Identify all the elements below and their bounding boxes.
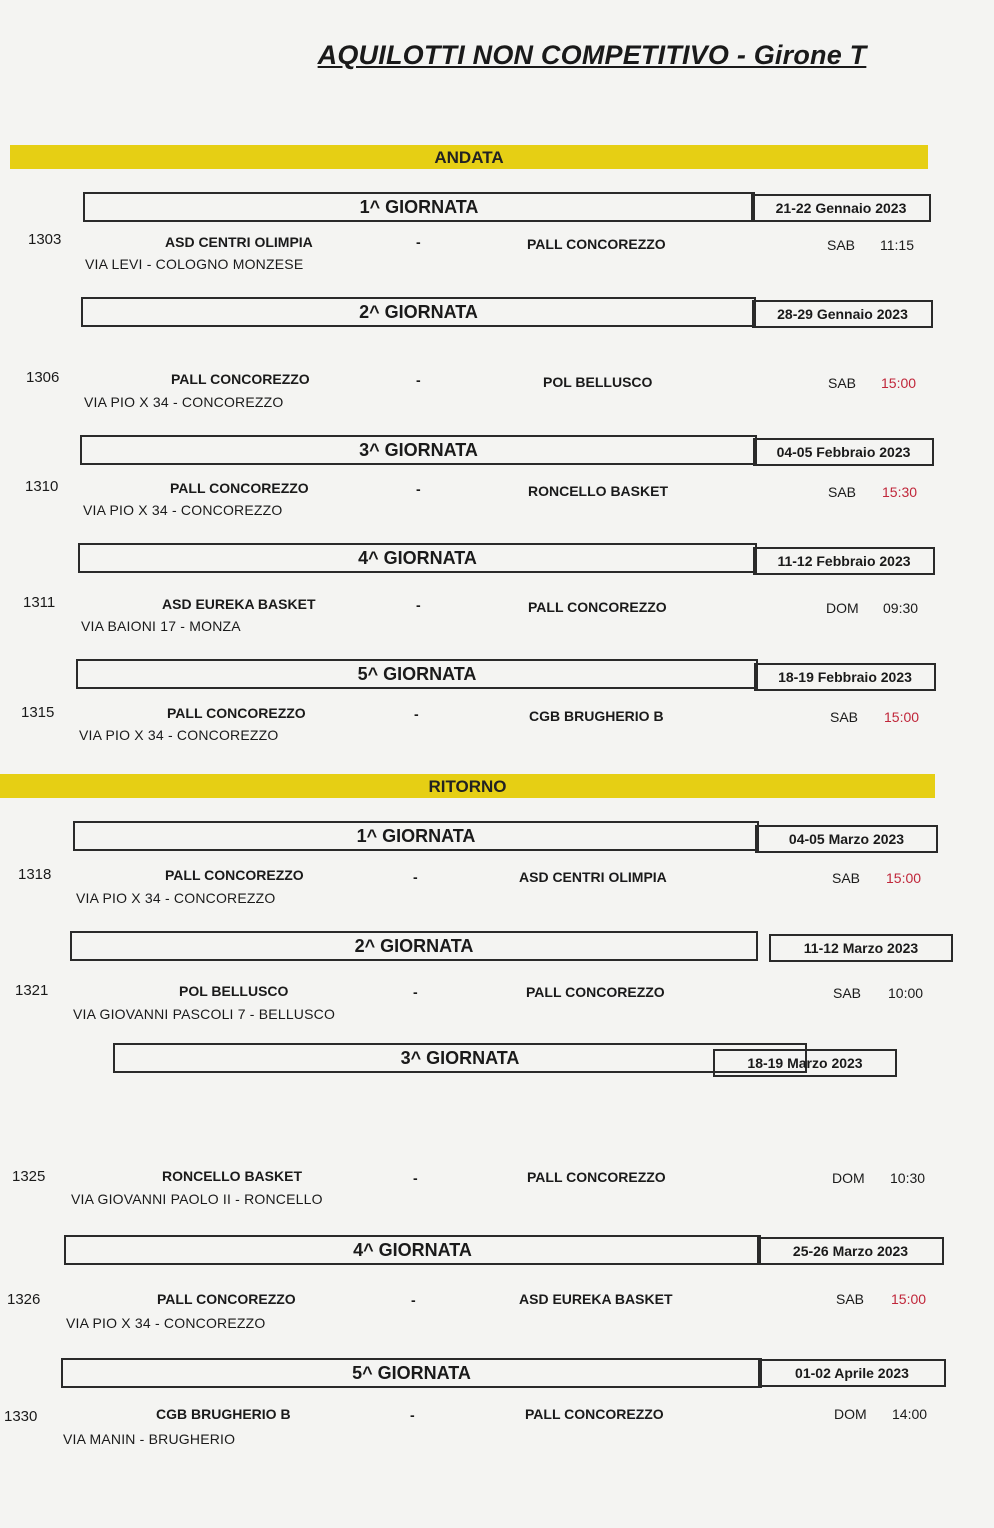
home-team: PALL CONCOREZZO (170, 480, 309, 496)
giornata-date: 21-22 Gennaio 2023 (751, 194, 931, 222)
match-separator: - (416, 234, 421, 250)
away-team: RONCELLO BASKET (528, 483, 668, 499)
away-team: CGB BRUGHERIO B (529, 708, 664, 724)
away-team: PALL CONCOREZZO (526, 984, 665, 1000)
giornata-header: 1^ GIORNATA (83, 192, 755, 222)
home-team: CGB BRUGHERIO B (156, 1406, 291, 1422)
giornata-header: 5^ GIORNATA (61, 1358, 762, 1388)
section-band-ritorno (0, 774, 935, 798)
match-number: 1330 (4, 1408, 38, 1425)
giornata-header: 1^ GIORNATA (73, 821, 759, 851)
home-team: RONCELLO BASKET (162, 1168, 302, 1184)
away-team: PALL CONCOREZZO (528, 599, 667, 615)
giornata-date: 28-29 Gennaio 2023 (752, 300, 933, 328)
match-time: 15:00 (881, 375, 917, 391)
match-day: SAB (832, 870, 861, 886)
venue-address: VIA PIO X 34 - CONCOREZZO (76, 890, 276, 906)
giornata-date: 04-05 Marzo 2023 (755, 825, 938, 853)
match-number: 1326 (7, 1291, 41, 1308)
giornata-header: 3^ GIORNATA (80, 435, 757, 465)
match-day: DOM (832, 1170, 865, 1186)
home-team: PALL CONCOREZZO (165, 867, 304, 883)
venue-address: VIA MANIN - BRUGHERIO (63, 1431, 236, 1447)
match-day: SAB (833, 985, 862, 1001)
match-day: SAB (828, 484, 857, 500)
match-number: 1325 (12, 1168, 46, 1185)
page-title: AQUILOTTI NON COMPETITIVO - Girone T (317, 40, 867, 70)
match-number: 1306 (26, 369, 60, 386)
giornata-date: 18-19 Febbraio 2023 (754, 663, 936, 691)
match-day: SAB (828, 375, 857, 391)
away-team: POL BELLUSCO (543, 374, 653, 390)
venue-address: VIA PIO X 34 - CONCOREZZO (83, 502, 283, 518)
away-team: ASD EUREKA BASKET (519, 1291, 673, 1307)
home-team: PALL CONCOREZZO (171, 371, 310, 387)
venue-address: VIA PIO X 34 - CONCOREZZO (84, 394, 284, 410)
giornata-header: 2^ GIORNATA (81, 297, 756, 327)
match-number: 1303 (28, 231, 62, 248)
match-number: 1310 (25, 478, 59, 495)
venue-address: VIA PIO X 34 - CONCOREZZO (66, 1315, 266, 1331)
match-time: 10:00 (888, 985, 924, 1001)
match-separator: - (416, 372, 421, 388)
match-time: 11:15 (880, 237, 914, 253)
match-day: SAB (827, 237, 856, 253)
venue-address: VIA BAIONI 17 - MONZA (81, 618, 241, 634)
match-number: 1315 (21, 704, 55, 721)
section-label-ritorno: RITORNO (428, 777, 507, 796)
giornata-date: 11-12 Marzo 2023 (769, 934, 953, 962)
venue-address: VIA GIOVANNI PASCOLI 7 - BELLUSCO (73, 1006, 336, 1022)
match-time: 15:00 (884, 709, 920, 725)
match-time: 15:00 (891, 1291, 927, 1307)
giornata-date: 11-12 Febbraio 2023 (753, 547, 935, 575)
match-time: 15:30 (882, 484, 918, 500)
match-day: SAB (836, 1291, 865, 1307)
away-team: ASD CENTRI OLIMPIA (519, 869, 667, 885)
giornata-date: 25-26 Marzo 2023 (757, 1237, 944, 1265)
match-time: 10:30 (890, 1170, 926, 1186)
giornata-header: 3^ GIORNATA (113, 1043, 807, 1073)
venue-address: VIA GIOVANNI PAOLO II - RONCELLO (71, 1191, 323, 1207)
match-time: 14:00 (892, 1406, 928, 1422)
match-separator: - (410, 1407, 415, 1423)
match-number: 1311 (23, 594, 56, 611)
giornata-date: 18-19 Marzo 2023 (713, 1049, 897, 1077)
match-separator: - (413, 984, 418, 1000)
home-team: PALL CONCOREZZO (167, 705, 306, 721)
away-team: PALL CONCOREZZO (527, 1169, 666, 1185)
match-day: DOM (826, 600, 859, 616)
home-team: ASD CENTRI OLIMPIA (165, 234, 313, 250)
giornata-date: 01-02 Aprile 2023 (758, 1359, 946, 1387)
match-time: 09:30 (883, 600, 919, 616)
away-team: PALL CONCOREZZO (525, 1406, 664, 1422)
home-team: ASD EUREKA BASKET (162, 596, 316, 612)
venue-address: VIA LEVI - COLOGNO MONZESE (85, 256, 304, 272)
match-time: 15:00 (886, 870, 922, 886)
match-separator: - (411, 1292, 416, 1308)
section-band-andata (10, 145, 928, 169)
giornata-header: 4^ GIORNATA (78, 543, 757, 573)
home-team: PALL CONCOREZZO (157, 1291, 296, 1307)
match-number: 1318 (18, 866, 52, 883)
match-separator: - (413, 869, 418, 885)
giornata-header: 2^ GIORNATA (70, 931, 758, 961)
match-separator: - (414, 706, 419, 722)
away-team: PALL CONCOREZZO (527, 236, 666, 252)
match-number: 1321 (15, 982, 49, 999)
match-separator: - (416, 481, 421, 497)
giornata-date: 04-05 Febbraio 2023 (753, 438, 934, 466)
giornata-header: 5^ GIORNATA (76, 659, 758, 689)
home-team: POL BELLUSCO (179, 983, 289, 999)
match-day: SAB (830, 709, 859, 725)
match-separator: - (413, 1170, 418, 1186)
match-day: DOM (834, 1406, 867, 1422)
giornata-header: 4^ GIORNATA (64, 1235, 761, 1265)
section-label-andata: ANDATA (434, 148, 504, 167)
match-separator: - (416, 597, 421, 613)
venue-address: VIA PIO X 34 - CONCOREZZO (79, 727, 279, 743)
